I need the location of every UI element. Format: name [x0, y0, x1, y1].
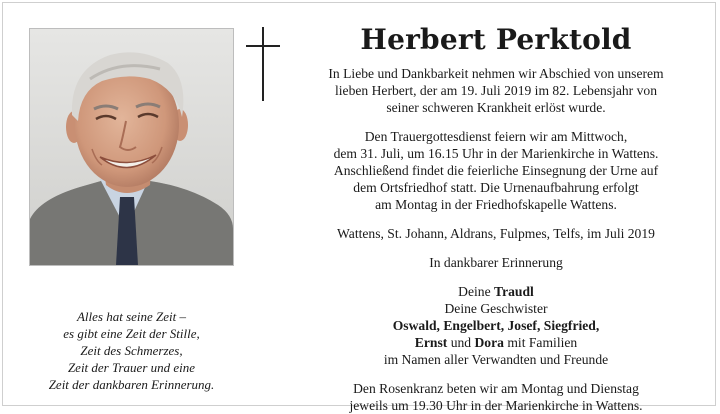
sibling-name: Dora [474, 335, 504, 350]
others-line: im Namen aller Verwandten und Freunde [383, 352, 609, 367]
motto-line: Zeit des Schmerzes, [80, 343, 183, 358]
families-text: mit Familien [507, 335, 578, 350]
portrait-photo [29, 28, 234, 266]
mourners-list [286, 283, 706, 368]
intro-paragraph [286, 65, 706, 116]
motto-line: Alles hat seine Zeit – [76, 309, 187, 324]
deceased-name: Herbert Perktold [360, 23, 632, 56]
mourner-wife-line [286, 283, 706, 300]
motto-poem [29, 308, 234, 393]
service-paragraph [286, 128, 706, 213]
motto-line: Zeit der dankbaren Erinnerung. [48, 377, 215, 392]
notice-text [286, 23, 706, 414]
rosary-paragraph [286, 380, 706, 414]
service-line: am Montag in der Friedhofskapelle Wattens. [375, 197, 617, 212]
conjunction: und [450, 335, 472, 350]
service-line: Den Trauergottesdienst feiern wir am Mittwoch, [364, 129, 628, 144]
service-line: dem 31. Juli, um 16.15 Uhr in der Marienkirche in Wattens. [333, 146, 659, 161]
motto-line: Zeit der Trauer und eine [67, 360, 196, 375]
siblings-names: Oswald, Engelbert, Josef, Siegfried, [392, 318, 600, 333]
sibling-name: Ernst [414, 335, 448, 350]
rosary-line: jeweils um 19.30 Uhr in der Marienkirche in Wattens. [349, 398, 643, 413]
service-line: Anschließend findet die feierliche Einsegnung der Urne auf [333, 163, 659, 178]
remembrance-line: In dankbarer Erinnerung [429, 255, 563, 270]
cross-icon [246, 27, 280, 101]
motto-line: es gibt eine Zeit der Stille, [63, 326, 200, 341]
rosary-line: Den Rosenkranz beten wir am Montag und Dienstag [353, 381, 639, 396]
intro-line: lieben Herbert, der am 19. Juli 2019 im 82. Lebensjahr von [334, 83, 657, 98]
siblings-label: Deine Geschwister [444, 301, 548, 316]
service-line: dem Ortsfriedhof statt. Die Urnenaufbahrung erfolgt [353, 180, 639, 195]
siblings-names-2 [286, 334, 706, 351]
intro-line: seiner schweren Krankheit erlöst wurde. [386, 100, 606, 115]
intro-line: In Liebe und Dankbarkeit nehmen wir Abschied von unserem [328, 66, 664, 81]
places-date: Wattens, St. Johann, Aldrans, Fulpmes, Telfs, im Juli 2019 [337, 226, 655, 241]
mourner-prefix: Deine [458, 284, 491, 299]
mourner-wife-name: Traudl [494, 284, 534, 299]
obituary-card [2, 2, 716, 413]
